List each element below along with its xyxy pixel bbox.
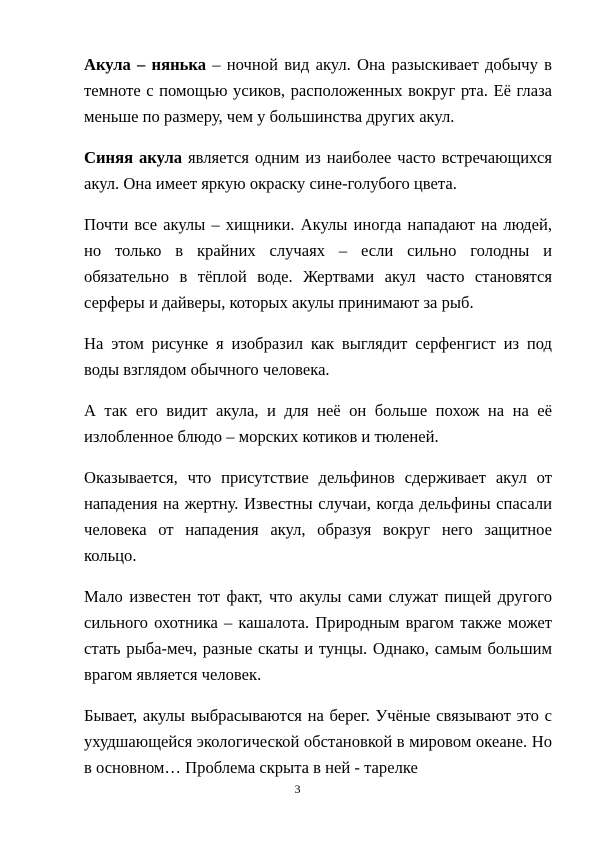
document-page — [84, 52, 552, 781]
paragraph-beaching — [84, 703, 552, 781]
paragraph-text: является одним из наиболее часто встречающихся акул. Она имеет яркую окраску сине-голубого цвета. — [84, 148, 552, 193]
paragraph-text: На этом рисунке я изобразил как выглядит серфенгист из под воды взглядом обычного человека. — [84, 334, 552, 379]
page-number: 3 — [294, 782, 301, 796]
paragraph-enemies — [84, 584, 552, 688]
paragraph-nurse-shark — [84, 52, 552, 130]
paragraph-dolphins — [84, 465, 552, 569]
paragraph-blue-shark — [84, 145, 552, 197]
paragraph-text: Бывает, акулы выбрасываются на берег. Учёные связывают это с ухудшающейся экологической обстановкой в мировом океане. Но в основном… Проблема скрыта в ней - тарелке — [84, 706, 552, 777]
paragraph-text: – ночной вид акул. Она разыскивает добычу в темноте с помощью усиков, расположенных вокруг рта. Её глаза меньше по размеру, чем у большинства других акул. — [84, 55, 552, 126]
paragraph-drawing-shark-view — [84, 398, 552, 450]
paragraph-drawing-human-view — [84, 331, 552, 383]
paragraph-text: Оказывается, что присутствие дельфинов сдерживает акул от нападения на жертну. Известны случаи, когда дельфины спасали человека от нападения акул, образуя вокруг него защитное кольцо. — [84, 468, 552, 565]
term-blue-shark: Синяя акула — [84, 148, 183, 167]
paragraph-text: Мало известен тот факт, что акулы сами служат пищей другого сильного охотника – кашалота. Природным врагом также может стать рыба-меч, разные скаты и тунцы. Однако, самым большим врагом является человек. — [84, 587, 552, 684]
paragraph-text: А так его видит акула, и для неё он больше похож на на её излобленное блюдо – морских котиков и тюленей. — [84, 401, 552, 446]
paragraph-text: Почти все акулы – хищники. Акулы иногда нападают на людей, но только в крайних случаях – если сильно голодны и обязательно в тёплой воде. Жертвами акул часто становятся серферы и дайверы, которых акулы принимают за рыб. — [84, 215, 552, 312]
paragraph-predators — [84, 212, 552, 316]
term-nurse-shark: Акула – нянька — [84, 55, 207, 74]
